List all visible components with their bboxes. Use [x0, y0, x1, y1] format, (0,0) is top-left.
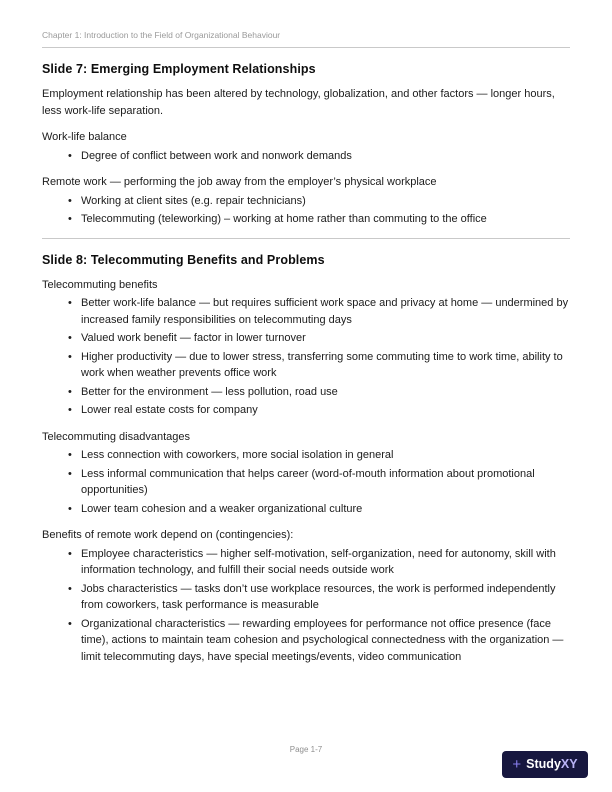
slide-8-section — [42, 253, 570, 666]
bullet-item: • Working at client sites (e.g. repair technicians) — [68, 193, 570, 210]
header-divider — [42, 47, 570, 48]
bullet-list — [42, 447, 570, 517]
bullet-item: • Less informal communication that helps career (word-of-mouth information about promotional opportunities) — [68, 466, 570, 499]
bullet-item: • Less connection with coworkers, more social isolation in general — [68, 447, 570, 464]
bullet-item: • Employee characteristics — higher self-motivation, self-organization, need for autonomy, skill with information technology, and fulfill their social needs outside work — [68, 546, 570, 579]
page-number: Page 1-7 — [289, 745, 323, 754]
section-divider — [42, 238, 570, 239]
brand-name-secondary: XY — [560, 757, 578, 772]
group-label: Work-life balance — [42, 131, 127, 143]
plus-icon: + — [512, 755, 522, 773]
bullet-item: • Lower real estate costs for company — [68, 402, 570, 419]
bullet-list — [42, 193, 570, 228]
slide-7-section — [42, 62, 570, 228]
chapter-header: Chapter 1: Introduction to the Field of Organizational Behaviour — [42, 30, 281, 40]
bullet-item: • Telecommuting (teleworking) – working at home rather than commuting to the office — [68, 211, 570, 228]
slide-7-intro: Employment relationship has been altered by technology, globalization, and other factors — longer hours, less work-life separation. — [42, 88, 555, 117]
bullet-item: • Better work-life balance — but requires sufficient work space and privacy at home — undermined by increased family responsibilities on telecommuting days — [68, 295, 570, 328]
bullet-item: • Degree of conflict between work and nonwork demands — [68, 148, 570, 165]
bullet-item: • Better for the environment — less pollution, road use — [68, 384, 570, 401]
group-label: Benefits of remote work depend on (contingencies): — [42, 529, 294, 541]
brand-name-primary: Study — [526, 757, 561, 772]
bullet-item: • Jobs characteristics — tasks don’t use workplace resources, the work is performed independently from coworkers, task performance is measurable — [68, 581, 570, 614]
group-label: Remote work — performing the job away from the employer’s physical workplace — [42, 176, 437, 188]
bullet-list — [42, 148, 570, 165]
bullet-item: • Organizational characteristics — rewarding employees for performance not office presence (face time), actions to maintain team cohesion and psychological connectedness with the organization — limit telecommuting days, have special meetings/events, video communication — [68, 616, 570, 666]
slide-8-title: Slide 8: Telecommuting Benefits and Problems — [42, 252, 325, 267]
studyxy-logo — [502, 751, 588, 778]
group-label: Telecommuting benefits — [42, 278, 158, 291]
brand-name — [526, 758, 577, 771]
bullet-list — [42, 546, 570, 666]
bullet-item: • Higher productivity — due to lower stress, transferring some commuting time to work time, ability to work when weather prevents office work — [68, 349, 570, 382]
section-divider-block — [42, 238, 570, 239]
bullet-list — [42, 295, 570, 419]
group-label: Telecommuting disadvantages — [42, 430, 190, 443]
bullet-item: • Lower team cohesion and a weaker organizational culture — [68, 501, 570, 518]
slide-7-title: Slide 7: Emerging Employment Relationships — [42, 62, 316, 76]
bullet-item: • Valued work benefit — factor in lower turnover — [68, 330, 570, 347]
